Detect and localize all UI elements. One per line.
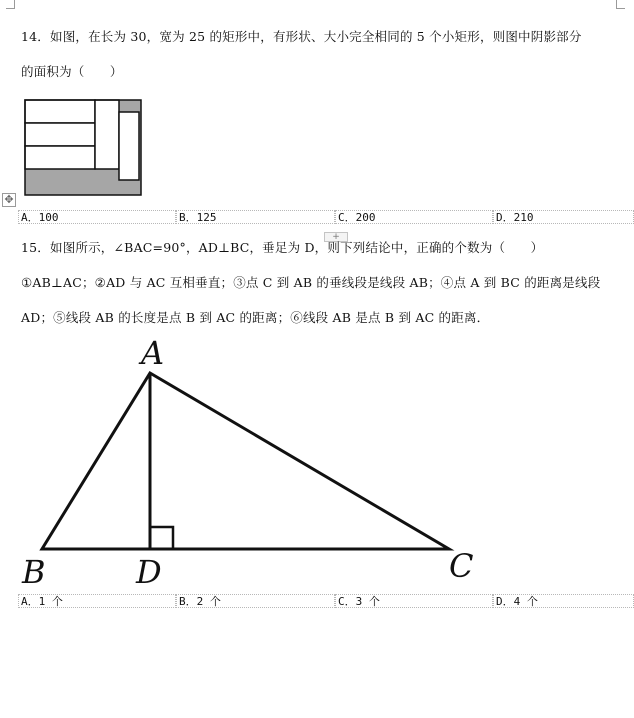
q14-text-line2: 的面积为（ ）: [21, 64, 123, 79]
label-d: D: [136, 553, 162, 591]
q14-rectangle-figure: [24, 99, 142, 197]
page-corner-mark-right: [616, 0, 625, 9]
q15-option-d[interactable]: D．4 个: [493, 594, 634, 608]
q14-text-line1: 14．如图，在长为 30，宽为 25 的矩形中，有形状、大小完全相同的 5 个小矩形，则图中阴影部分: [21, 29, 582, 44]
right-angle-mark: [150, 527, 173, 549]
shaded-top-right: [119, 100, 141, 110]
q15-text-line2: ①AB⊥AC；②AD 与 AC 互相垂直；③点 C 到 AB 的垂线段是线段 AB；④点 A 到 BC 的距离是线段: [21, 275, 601, 290]
page-corner-mark-left: [6, 0, 15, 9]
q14-option-b[interactable]: B．125: [176, 210, 335, 224]
q14-option-c[interactable]: C．200: [335, 210, 493, 224]
small-rect-vertical-5: [119, 112, 139, 180]
q15-text-line3: AD；⑤线段 AB 的长度是点 B 到 AC 的距离；⑥线段 AB 是点 B 到 AC 的距离．: [21, 310, 490, 325]
q14-options-row: [18, 210, 634, 226]
q14-option-a[interactable]: A．100: [18, 210, 176, 224]
move-cross-icon: ✥: [4, 193, 14, 206]
table-move-handle[interactable]: [2, 193, 16, 207]
q15-option-b[interactable]: B．2 个: [176, 594, 335, 608]
small-rect-vertical-4: [95, 100, 119, 169]
label-c: C: [449, 547, 474, 585]
q14-option-d[interactable]: D．210: [493, 210, 634, 224]
small-rect-1: [25, 100, 95, 123]
label-b: B: [22, 553, 46, 591]
q15-options-row: [18, 594, 634, 610]
small-rect-2: [25, 123, 95, 146]
q15-triangle-figure: [0, 330, 634, 592]
triangle-abc: [42, 373, 449, 549]
plus-icon: +: [332, 232, 340, 242]
q15-option-c[interactable]: C．3 个: [335, 594, 493, 608]
q15-option-a[interactable]: A．1 个: [18, 594, 176, 608]
small-rect-3: [25, 146, 95, 169]
q15-text-line1: 15．如图所示，∠BAC=90°，AD⊥BC，垂足为 D，则下列结论中，正确的个数为（ ）: [21, 240, 544, 255]
label-a: A: [141, 334, 165, 372]
